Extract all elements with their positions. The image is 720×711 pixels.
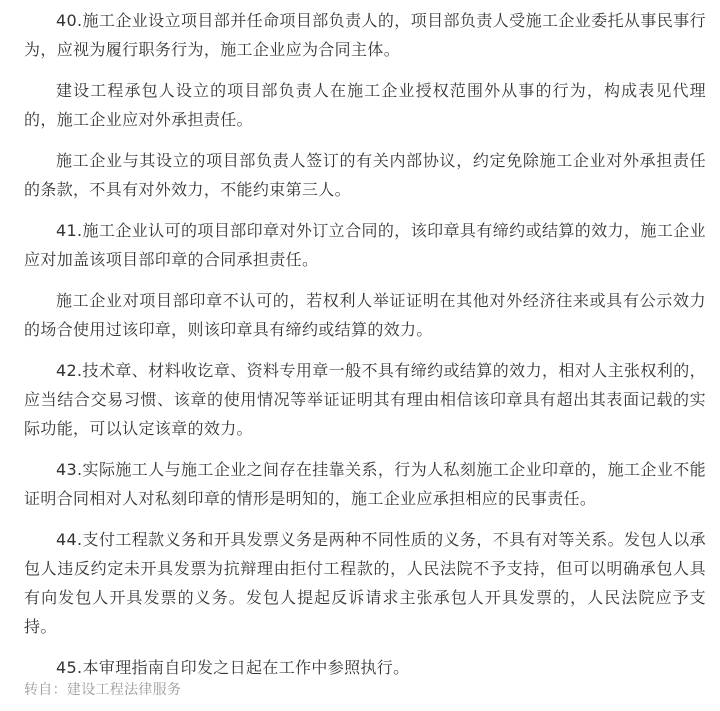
paragraph-seal-not-recognized: 施工企业对项目部印章不认可的，若权利人举证证明在其他对外经济往来或具有公示效力的场合使用过该印章，则该印章具有缔约或结算的效力。 [24, 291, 706, 339]
paragraph-article-44: 44.支付工程款义务和开具发票义务是两种不同性质的义务，不具有对等关系。发包人以承包人违反约定未开具发票为抗辩理由拒付工程款的，人民法院不予支持，但可以明确承包人具有向发包人开具发票的义务。发包人提起反诉请求主张承包人开具发票的，人民法院应予支持。 [24, 530, 706, 636]
paragraph-article-45: 45.本审理指南自印发之日起在工作中参照执行。 [56, 658, 410, 677]
paragraph-article-43: 43.实际施工人与施工企业之间存在挂靠关系，行为人私刻施工企业印章的，施工企业不能证明合同相对人对私刻印章的情形是明知的，施工企业应承担相应的民事责任。 [24, 460, 706, 508]
paragraph-article-41: 41.施工企业认可的项目部印章对外订立合同的，该印章具有缔约或结算的效力，施工企业应对加盖该项目部印章的合同承担责任。 [24, 221, 706, 269]
paragraph-article-40: 40.施工企业设立项目部并任命项目部负责人的，项目部负责人受施工企业委托从事民事行为，应视为履行职务行为，施工企业应为合同主体。 [24, 11, 706, 59]
paragraph-article-42: 42.技术章、材料收讫章、资料专用章一般不具有缔约或结算的效力，相对人主张权利的，应当结合交易习惯、该章的使用情况等举证证明其有理由相信该印章具有超出其表面记载的实际功能，可以认定该章的效力。 [24, 361, 706, 438]
article-body [24, 6, 706, 694]
paragraph-internal-agreement: 施工企业与其设立的项目部负责人签订的有关内部协议，约定免除施工企业对外承担责任的条款，不具有对外效力，不能约束第三人。 [24, 151, 706, 199]
paragraph-apparent-agency: 建设工程承包人设立的项目部负责人在施工企业授权范围外从事的行为，构成表见代理的，施工企业应对外承担责任。 [24, 81, 706, 129]
source-attribution: 转自：建设工程法律服务 [24, 682, 182, 698]
